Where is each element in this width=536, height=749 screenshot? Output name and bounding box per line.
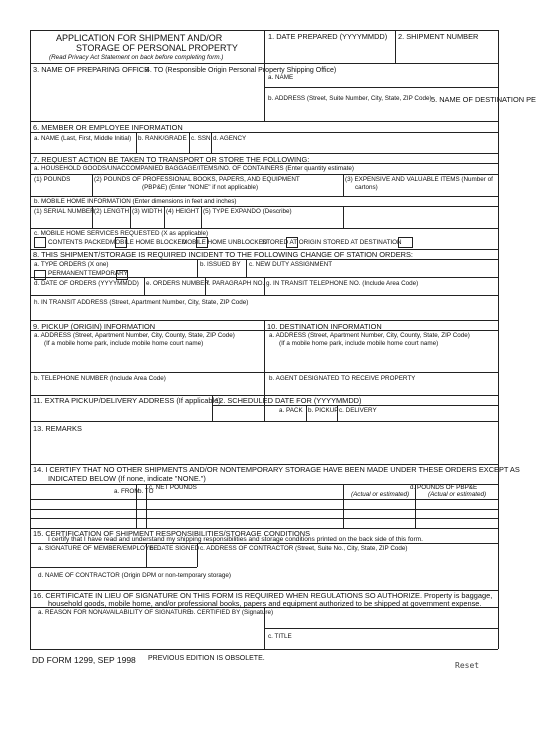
net-pounds-note: (Actual or estimated)	[351, 491, 410, 498]
pickup-address-label-2: (If a mobile home park, include mobile home court name)	[44, 340, 204, 347]
certificate-in-lieu-text: household goods, mobile home, and/or professional books, papers and equipment authorized to be shipped at government expense.	[48, 599, 482, 608]
scheduled-date-label: 12. SCHEDULED DATE FOR (YYYYMMDD)	[215, 396, 362, 405]
stored-at-origin-label: STORED AT ORIGIN	[262, 239, 322, 246]
contractor-name-label: d. NAME OF CONTRACTOR (Origin DPM or non-temporary storage)	[38, 572, 232, 579]
destination-address-label: a. ADDRESS (Street, Apartment Number, City, County, State, ZIP Code)	[269, 332, 470, 339]
form-title-line-2: STORAGE OF PERSONAL PROPERTY	[76, 43, 238, 53]
household-goods-label: a. HOUSEHOLD GOODS/UNACCOMPANIED BAGGAGE/ITEMS/NO. OF CONTAINERS (Enter quantity estimate)	[34, 165, 354, 172]
ssn-label: c. SSN	[191, 135, 211, 142]
issued-by-label: b. ISSUED BY	[200, 261, 241, 268]
previous-edition-note: PREVIOUS EDITION IS OBSOLETE.	[148, 655, 265, 662]
date-signed-label: b. DATE SIGNED	[150, 545, 200, 552]
expensive-items-label: (3) EXPENSIVE AND VALUABLE ITEMS (Number of	[345, 176, 493, 183]
destination-pe-label: 5. NAME OF DESTINATION PE	[431, 95, 536, 104]
contents-packed-checkbox[interactable]	[34, 237, 46, 248]
mobile-home-blocked-label: MOBILE HOME BLOCKED	[110, 239, 187, 246]
change-of-station-label: 8. THIS SHIPMENT/STORAGE IS REQUIRED INCIDENT TO THE FOLLOWING CHANGE OF STATION ORDERS:	[33, 250, 413, 259]
certification-label: 15. CERTIFICATION OF SHIPMENT RESPONSIBILITIES/STORAGE CONDITIONS	[33, 529, 311, 538]
reason-label: a. REASON FOR NONAVAILABILITY OF SIGNATURE	[38, 609, 192, 616]
orders-number-label: e. ORDERS NUMBER	[146, 280, 209, 287]
contractor-address-label: c. ADDRESS OF CONTRACTOR (Street, Suite No., City, State, ZIP Code)	[200, 545, 408, 552]
member-info-label: 6. MEMBER OR EMPLOYEE INFORMATION	[33, 123, 183, 132]
type-expando-label: (5) TYPE EXPANDO (Describe)	[203, 208, 292, 215]
delivery-label: c. DELIVERY	[339, 407, 377, 414]
form-number: DD FORM 1299, SEP 1998	[32, 655, 136, 665]
form-title-line-1: APPLICATION FOR SHIPMENT AND/OR	[56, 33, 223, 43]
member-signature-label: a. SIGNATURE OF MEMBER/EMPLOYEE	[38, 545, 158, 552]
extra-pickup-label: 11. EXTRA PICKUP/DELIVERY ADDRESS (If applicable)	[33, 396, 221, 405]
net-pounds-label: c. NET POUNDS	[149, 484, 197, 491]
pickup-info-label: 9. PICKUP (ORIGIN) INFORMATION	[33, 322, 156, 331]
pickup-date-label: b. PICKUP	[308, 407, 339, 414]
certificate-in-lieu-label: 16. CERTIFICATE IN LIEU OF SIGNATURE ON THIS FORM IS REQUIRED WHEN REGULATIONS SO AUTHORIZE. Property is baggage,	[33, 591, 493, 600]
certification-text: I certify that I have read and understand my shipping responsibilities and storage conditions printed on the back side of this form.	[48, 536, 423, 543]
pbpe-label: (2) POUNDS OF PROFESSIONAL BOOKS, PAPERS, AND EQUIPMENT	[94, 176, 300, 183]
pbpe-pounds-note: (Actual or estimated)	[428, 491, 487, 498]
to-label: 4. TO (Responsible Origin Personal Property Shipping Office)	[146, 67, 337, 74]
pack-label: a. PACK	[279, 407, 303, 414]
to-address-label: b. ADDRESS (Street, Suite Number, City, State, ZIP Code)	[268, 95, 432, 102]
permanent-checkbox[interactable]	[34, 270, 46, 280]
pbpe-pounds-label: d. POUNDS OF PBP&E	[410, 484, 478, 491]
new-duty-assignment-label: c. NEW DUTY ASSIGNMENT	[249, 261, 333, 268]
destination-address-label-2: (If a mobile home park, include mobile home court name)	[279, 340, 439, 347]
agent-designated-label: b. AGENT DESIGNATED TO RECEIVE PROPERTY	[269, 375, 416, 382]
pickup-address-label: a. ADDRESS (Street, Apartment Number, City, County, State, ZIP Code)	[34, 332, 235, 339]
to-name-label: a. NAME	[268, 74, 294, 81]
width-label: (3) WIDTH	[132, 208, 163, 215]
temporary-label: TEMPORARY	[88, 270, 128, 277]
member-name-label: a. NAME (Last, First, Middle Initial)	[34, 135, 132, 142]
certify-label-2: INDICATED BELOW (If none, indicate "NONE.")	[48, 474, 206, 483]
type-orders-label: a. TYPE ORDERS (X one)	[34, 261, 109, 268]
certify-label: 14. I CERTIFY THAT NO OTHER SHIPMENTS AND/OR NONTEMPORARY STORAGE HAVE BEEN MADE UNDER THESE ORDERS EXCEPT AS	[33, 465, 520, 474]
paragraph-no-label: f. PARAGRAPH NO.	[207, 280, 265, 287]
expensive-items-label-2: cartons)	[355, 184, 378, 191]
preparing-office-label: 3. NAME OF PREPARING OFFICE	[33, 65, 150, 74]
request-action-label: 7. REQUEST ACTION BE TAKEN TO TRANSPORT OR STORE THE FOLLOWING:	[33, 155, 310, 164]
form-subtitle: (Read Privacy Act Statement on back before completing form.)	[49, 54, 224, 61]
pounds-label: (1) POUNDS	[34, 176, 71, 183]
in-transit-phone-label: g. IN TRANSIT TELEPHONE NO. (Include Area Code)	[266, 280, 419, 287]
certified-by-label: b. CERTIFIED BY (Signature)	[190, 609, 274, 616]
from-label: a. FROM	[114, 488, 140, 495]
pickup-telephone-label: b. TELEPHONE NUMBER (Include Area Code)	[34, 375, 166, 382]
reset-button[interactable]: Reset	[455, 661, 480, 670]
contents-packed-label: CONTENTS PACKED	[48, 239, 110, 246]
in-transit-address-label: h. IN TRANSIT ADDRESS (Street, Apartment Number, City, State, ZIP Code)	[34, 299, 249, 306]
height-label: (4) HEIGHT	[166, 208, 200, 215]
mobile-home-services-label: c. MOBILE HOME SERVICES REQUESTED (X as applicable)	[34, 230, 209, 237]
serial-number-label: (1) SERIAL NUMBER	[34, 208, 95, 215]
date-prepared-label: 1. DATE PREPARED (YYYYMMDD)	[268, 32, 388, 41]
rank-grade-label: b. RANK/GRADE	[138, 135, 187, 142]
mobile-home-unblocked-label: MOBILE HOME UNBLOCKED	[182, 239, 268, 246]
remarks-label: 13. REMARKS	[33, 424, 82, 433]
permanent-label: PERMANENT	[48, 270, 88, 277]
agency-label: d. AGENCY	[213, 135, 247, 142]
destination-info-label: 10. DESTINATION INFORMATION	[267, 322, 382, 331]
title-label: c. TITLE	[268, 633, 292, 640]
pbpe-label-2: (PBP&E) (Enter "NONE" if not applicable)	[142, 184, 259, 191]
date-of-orders-label: d. DATE OF ORDERS (YYYYMMDD)	[34, 280, 139, 287]
shipment-number-label: 2. SHIPMENT NUMBER	[398, 32, 479, 41]
length-label: (2) LENGTH	[94, 208, 129, 215]
mobile-home-info-label: b. MOBILE HOME INFORMATION (Enter dimensions in feet and inches)	[34, 198, 237, 205]
to-column-label: b. TO	[138, 488, 154, 495]
stored-at-destination-label: STORED AT DESTINATION	[323, 239, 402, 246]
